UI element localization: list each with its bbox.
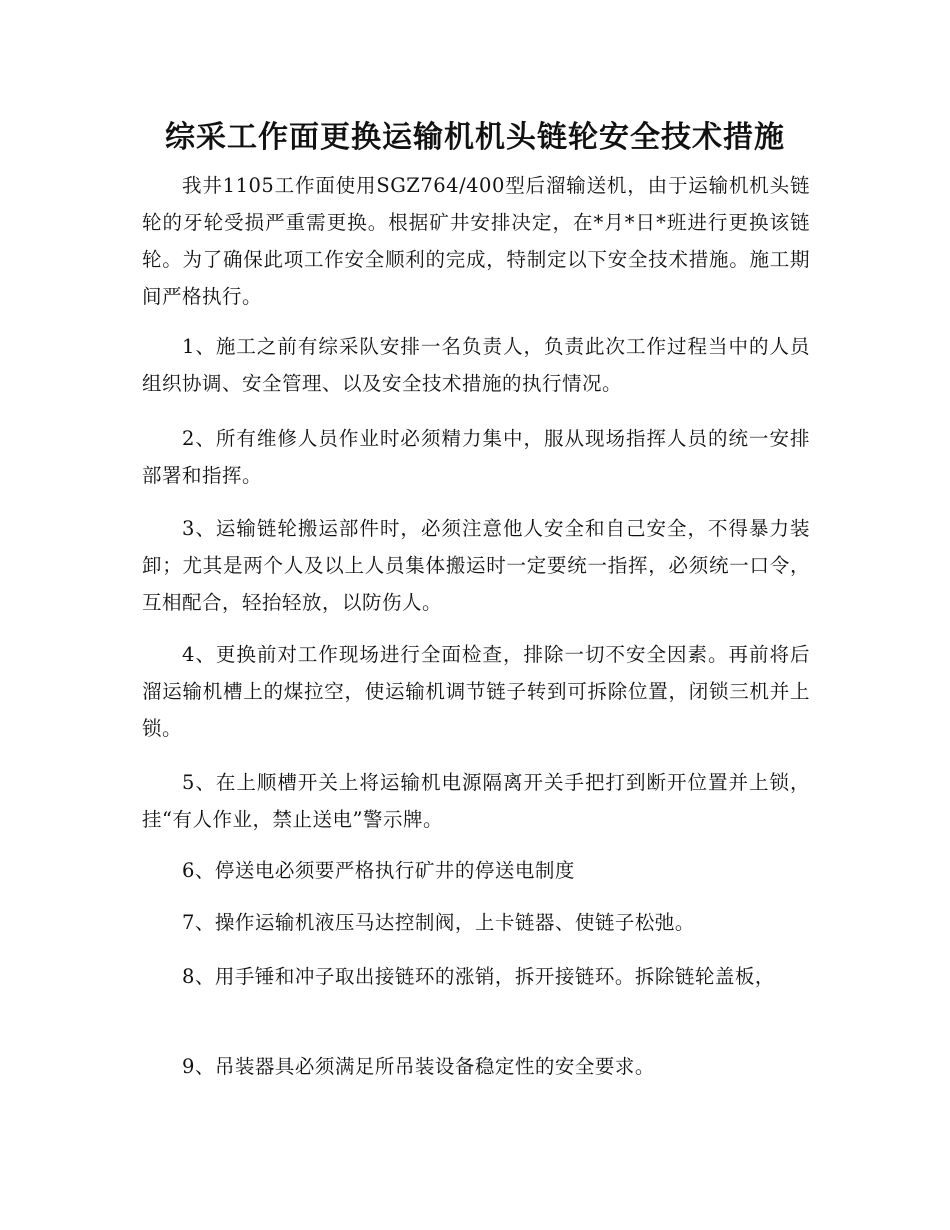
intro-paragraph: 我井1105工作面使用SGZ764/400型后溜输送机，由于运输机机头链轮的牙轮受损严重需更换。根据矿井安排决定，在*月*日*班进行更换该链轮。为了确保此项工作安全顺利的完成，特制定以下安全技术措施。施工期间严格执行。: [142, 174, 810, 308]
measure-item-6: 6、停送电必须要严格执行矿井的停送电制度: [182, 859, 575, 882]
measure-item-1: 1、施工之前有综采队安排一名负责人，负责此次工作过程当中的人员组织协调、安全管理、以及安全技术措施的执行情况。: [142, 335, 810, 395]
measure-item-7: 7、操作运输机液压马达控制阀，上卡链器、使链子松弛。: [182, 911, 695, 934]
document-title: 综采工作面更换运输机机头链轮安全技术措施: [165, 120, 785, 155]
measure-item-8: 8、用手锤和冲子取出接链环的涨销，拆开接链环。拆除链轮盖板，: [182, 965, 775, 988]
measure-item-3: 3、运输链轮搬运部件时，必须注意他人安全和自己安全，不得暴力装卸；尤其是两个人及以上人员集体搬运时一定要统一指挥，必须统一口令，互相配合，轻抬轻放，以防伤人。: [142, 517, 810, 614]
measure-item-4: 4、更换前对工作现场进行全面检查，排除一切不安全因素。再前将后溜运输机槽上的煤拉空，使运输机调节链子转到可拆除位置，闭锁三机并上锁。: [142, 643, 810, 740]
measure-item-9: 9、吊装器具必须满足所吊装设备稳定性的安全要求。: [182, 1055, 655, 1078]
measure-item-2: 2、所有维修人员作业时必须精力集中，服从现场指挥人员的统一安排部署和指挥。: [142, 427, 810, 487]
measure-item-5: 5、在上顺槽开关上将运输机电源隔离开关手把打到断开位置并上锁，挂“有人作业，禁止送电”警示牌。: [142, 771, 810, 831]
